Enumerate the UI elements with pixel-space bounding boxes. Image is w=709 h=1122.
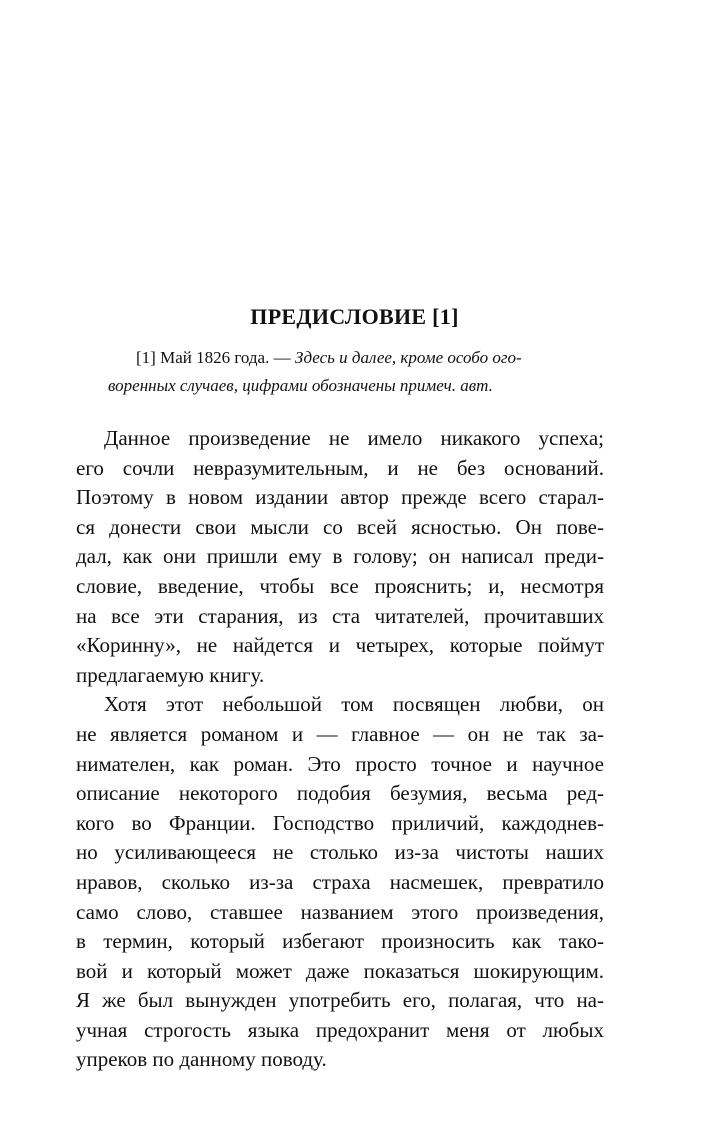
text-line: в термин, который избегают произносить как тако- <box>76 929 604 954</box>
text-line: нимателен, как роман. Это просто точное и научное <box>76 751 604 776</box>
text-line: словие, введение, чтобы все прояснить; и, несмотря <box>76 573 604 598</box>
text-line: на все эти старания, из ста читателей, прочитавших <box>76 603 604 628</box>
text-line: само слово, ставшее названием этого произведения, <box>76 899 604 924</box>
footnote-marker: [1] Май 1826 года. — <box>136 348 295 367</box>
text-line: учная строгость языка предохранит меня от любых <box>76 1017 604 1042</box>
text-line: ся донести свои мысли со всей ясностью. Он пове- <box>76 514 604 539</box>
text-line: Поэтому в новом издании автор прежде всего старал- <box>76 485 604 510</box>
text-line: Данное произведение не имело никакого успеха; <box>104 426 604 450</box>
text-line: его сочли невразумительным, и не без оснований. <box>76 455 604 480</box>
text-line: не является романом и — главное — он не так за- <box>76 721 604 746</box>
text-line: Я же был вынужден употребить его, полагая, что на- <box>76 988 604 1013</box>
text-line: нравов, сколько из-за страха насмешек, превратило <box>76 869 604 894</box>
text-line: «Коринну», не найдется и четырех, которые поймут <box>76 633 604 658</box>
text-line: описание некоторого подобия безумия, весьма ред- <box>76 781 604 806</box>
footnote <box>108 344 608 400</box>
text-line: дал, как они пришли ему в голову; он написал преди- <box>76 544 604 569</box>
text-line: предлагаемую книгу. <box>76 662 265 687</box>
footnote-line-1 <box>108 344 608 372</box>
paragraph-1 <box>76 424 604 690</box>
paragraph-2 <box>76 690 604 1075</box>
body-text <box>76 424 604 1075</box>
text-line: вой и который может даже показаться шокирующим. <box>76 958 604 983</box>
text-line: Хотя этот небольшой том посвящен любви, он <box>104 692 604 717</box>
page-title: ПРЕДИСЛОВИЕ [1] <box>250 304 459 329</box>
footnote-italic-1: Здесь и далее, кроме особо ого- <box>294 348 522 367</box>
footnote-italic-2: воренных случаев, цифрами обозначены примеч. авт. <box>108 376 493 395</box>
text-line: но усиливающееся не столько из-за чистоты наших <box>76 840 604 865</box>
footnote-line-2 <box>108 372 608 400</box>
text-line: кого во Франции. Господство приличий, каждоднев- <box>76 810 604 835</box>
text-line: упреков по данному поводу. <box>76 1047 327 1072</box>
